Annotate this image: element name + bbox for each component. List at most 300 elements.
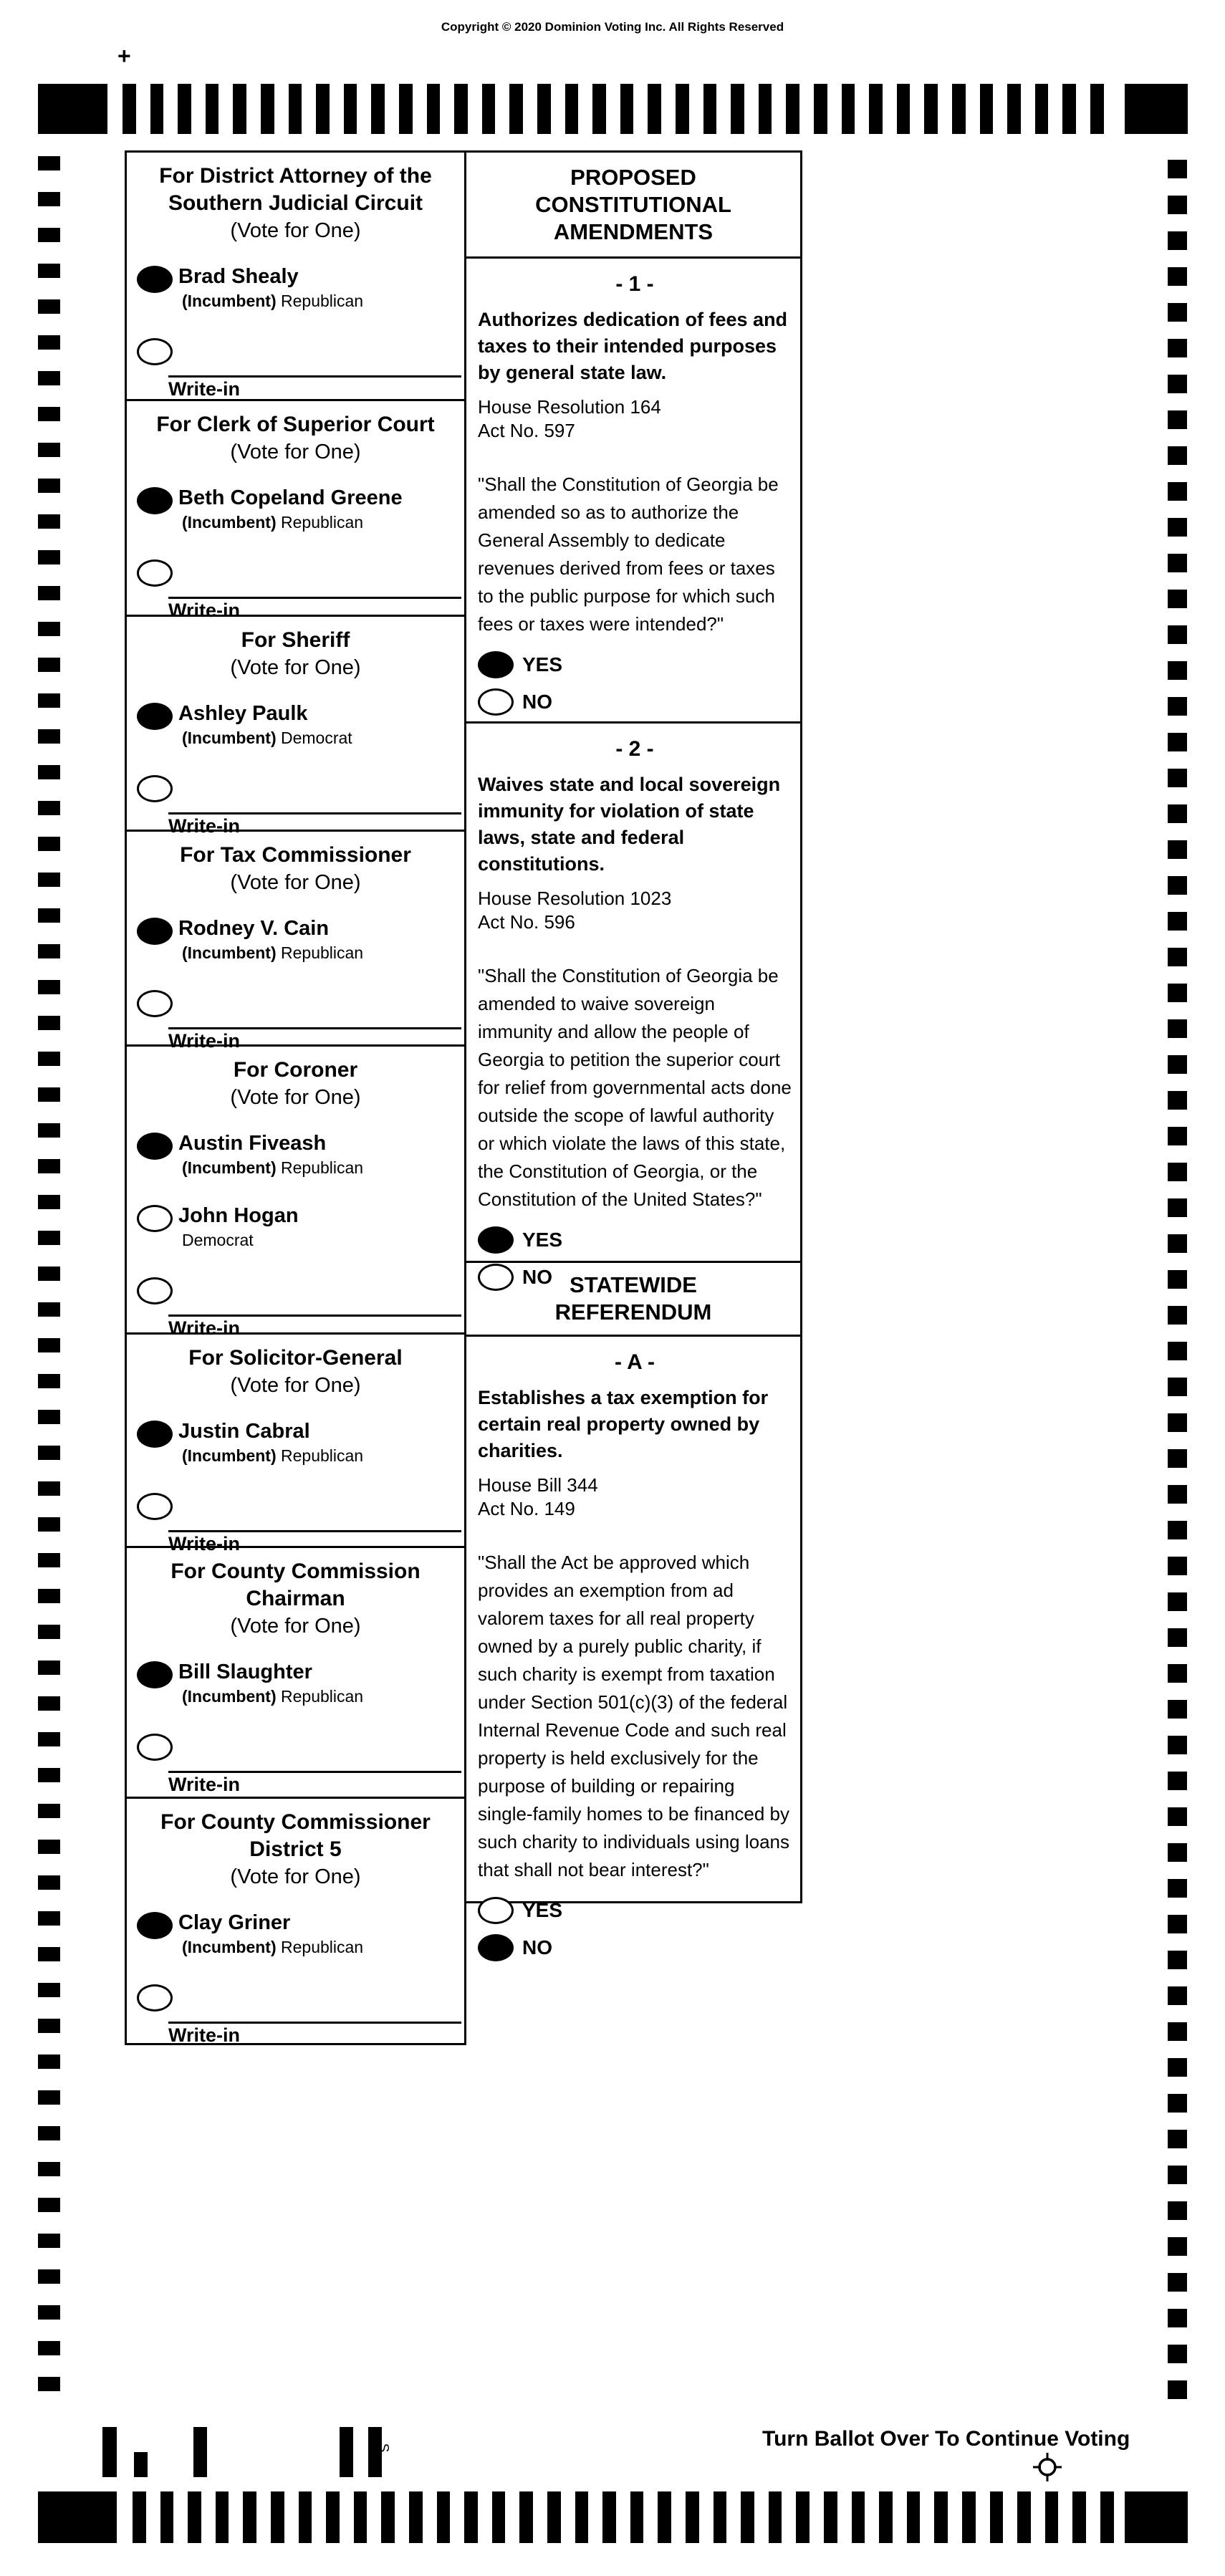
timing-mark bbox=[289, 84, 302, 134]
timing-mark bbox=[1168, 1879, 1187, 1898]
measure-question: "Shall the Constitution of Georgia be amended to waive sovereign immunity and allow the people of Georgia to petition the superior court for relief from governmental acts done outside the scope of lawful authority or which violate the laws of this state, the Constitution of Georgia, or the Constitution of the United States?" bbox=[478, 965, 792, 1210]
timing-mark bbox=[38, 1087, 60, 1102]
timing-mark bbox=[38, 2377, 60, 2391]
timing-mark bbox=[658, 2491, 671, 2543]
timing-mark bbox=[326, 2491, 340, 2543]
timing-mark-cap bbox=[1125, 2491, 1188, 2543]
timing-mark bbox=[38, 1481, 60, 1496]
timing-mark bbox=[38, 1875, 60, 1890]
candidate-name: Ashley Paulk bbox=[178, 702, 308, 725]
choice-row bbox=[478, 1226, 792, 1254]
timing-mark bbox=[1168, 840, 1187, 859]
timing-mark bbox=[38, 2234, 60, 2248]
timing-mark bbox=[1168, 160, 1187, 178]
timing-mark bbox=[38, 1768, 60, 1782]
barcode-bar bbox=[102, 2427, 117, 2477]
timing-mark bbox=[1168, 1449, 1187, 1468]
timing-mark bbox=[1168, 1772, 1187, 1790]
timing-mark bbox=[842, 84, 855, 134]
timing-mark bbox=[1168, 1915, 1187, 1933]
candidate-name: Beth Copeland Greene bbox=[178, 486, 403, 509]
timing-mark bbox=[1062, 84, 1076, 134]
timing-mark bbox=[482, 84, 496, 134]
contest-title: For Solicitor-General bbox=[188, 1346, 403, 1370]
contest-title: For Tax Commissioner bbox=[180, 843, 411, 867]
timing-mark bbox=[38, 1410, 60, 1424]
contest-title: For Clerk of Superior Court bbox=[156, 413, 435, 436]
measure-references: House Bill 344 Act No. 149 bbox=[478, 1474, 598, 1519]
timing-mark bbox=[38, 228, 60, 242]
timing-mark bbox=[1168, 1055, 1187, 1074]
write-in-oval[interactable] bbox=[137, 1277, 173, 1304]
timing-mark bbox=[509, 84, 523, 134]
barcode-bar bbox=[134, 2452, 148, 2477]
vote-for-instruction: (Vote for One) bbox=[230, 1865, 361, 1888]
timing-mark bbox=[1168, 1557, 1187, 1575]
timing-mark bbox=[188, 2491, 201, 2543]
timing-mark bbox=[879, 2491, 893, 2543]
timing-mark bbox=[1168, 410, 1187, 429]
write-in-label: Write-in bbox=[168, 815, 240, 837]
candidate-info bbox=[178, 703, 352, 746]
choice-label: YES bbox=[522, 1229, 563, 1251]
contest-for-district-attorney-of-the-southern-judicial-circuit bbox=[127, 150, 464, 399]
timing-mark bbox=[1168, 2345, 1187, 2363]
timing-mark bbox=[1168, 1091, 1187, 1110]
write-in-line[interactable] bbox=[168, 597, 461, 599]
timing-mark bbox=[160, 2491, 174, 2543]
timing-mark bbox=[575, 2491, 589, 2543]
contest-for-clerk-of-superior-court bbox=[127, 399, 464, 621]
timing-mark bbox=[38, 1374, 60, 1388]
timing-mark bbox=[759, 84, 772, 134]
contest-column bbox=[125, 150, 466, 2045]
timing-mark bbox=[703, 84, 717, 134]
choice-label: YES bbox=[522, 1899, 563, 1921]
write-in-line[interactable] bbox=[168, 1315, 461, 1317]
timing-mark bbox=[1168, 1807, 1187, 1826]
timing-mark bbox=[537, 84, 551, 134]
timing-mark bbox=[1168, 1700, 1187, 1719]
timing-mark bbox=[38, 192, 60, 206]
write-in-line[interactable] bbox=[168, 1027, 461, 1029]
timing-mark bbox=[38, 801, 60, 815]
timing-mark bbox=[38, 908, 60, 923]
timing-mark bbox=[1168, 1485, 1187, 1504]
candidate-name: Justin Cabral bbox=[178, 1420, 310, 1443]
timing-mark bbox=[38, 443, 60, 457]
timing-mark bbox=[316, 84, 330, 134]
timing-mark bbox=[990, 2491, 1004, 2543]
timing-mark bbox=[1035, 84, 1049, 134]
candidate-party: Democrat bbox=[182, 1231, 254, 1249]
timing-mark bbox=[38, 658, 60, 672]
timing-mark bbox=[38, 1517, 60, 1532]
timing-mark bbox=[1168, 590, 1187, 608]
timing-mark bbox=[1072, 2491, 1086, 2543]
measure-number: - 2 - bbox=[615, 737, 654, 761]
timing-mark bbox=[371, 84, 385, 134]
timing-mark bbox=[344, 84, 357, 134]
write-in-oval[interactable] bbox=[137, 338, 173, 365]
timing-mark bbox=[38, 1840, 60, 1854]
contest-for-sheriff bbox=[127, 615, 464, 837]
turn-ballot-over-text: Turn Ballot Over To Continue Voting bbox=[762, 2427, 1130, 2451]
write-in-row bbox=[137, 1734, 464, 1761]
timing-mark-cap bbox=[38, 2491, 117, 2543]
write-in-row bbox=[137, 1493, 464, 1520]
timing-mark bbox=[464, 2491, 478, 2543]
candidate-oval[interactable] bbox=[137, 1421, 173, 1448]
choice-row bbox=[478, 688, 792, 716]
timing-mark bbox=[676, 84, 689, 134]
timing-mark bbox=[852, 2491, 865, 2543]
timing-mark bbox=[38, 2269, 60, 2284]
timing-mark bbox=[38, 1911, 60, 1926]
candidate-row bbox=[137, 1661, 464, 1705]
timing-mark bbox=[897, 84, 911, 134]
vote-for-instruction: (Vote for One) bbox=[230, 219, 361, 242]
timing-mark bbox=[1168, 1628, 1187, 1647]
choice-row bbox=[478, 1934, 792, 1961]
timing-mark bbox=[38, 2054, 60, 2069]
timing-mark bbox=[1168, 2380, 1187, 2399]
timing-mark bbox=[1168, 231, 1187, 250]
yes-oval[interactable] bbox=[478, 1226, 514, 1254]
timing-mark bbox=[1168, 697, 1187, 716]
write-in-label: Write-in bbox=[168, 1317, 240, 1339]
plus-registration-mark: + bbox=[117, 43, 131, 69]
timing-mark bbox=[1168, 2166, 1187, 2184]
timing-mark bbox=[1168, 1521, 1187, 1539]
timing-mark bbox=[38, 1983, 60, 1997]
timing-mark bbox=[38, 2162, 60, 2176]
vote-for-instruction: (Vote for One) bbox=[230, 656, 361, 679]
timing-mark bbox=[38, 371, 60, 385]
candidate-party: (Incumbent) Republican bbox=[182, 1938, 364, 1956]
timing-mark bbox=[1168, 2273, 1187, 2292]
timing-mark bbox=[38, 586, 60, 600]
candidate-oval[interactable] bbox=[137, 266, 173, 293]
timing-mark bbox=[1168, 1378, 1187, 1396]
timing-mark bbox=[1168, 2022, 1187, 2041]
write-in-row bbox=[137, 775, 464, 802]
timing-mark bbox=[38, 1947, 60, 1961]
vote-for-instruction: (Vote for One) bbox=[230, 1086, 361, 1109]
timing-mark bbox=[38, 1267, 60, 1281]
timing-mark bbox=[38, 550, 60, 564]
timing-mark bbox=[519, 2491, 533, 2543]
contest-title: For District Attorney of the Southern Judicial Circuit bbox=[159, 164, 432, 215]
candidate-info bbox=[178, 487, 403, 531]
timing-mark bbox=[38, 980, 60, 994]
choice-label: NO bbox=[522, 691, 552, 713]
vote-for-instruction: (Vote for One) bbox=[230, 1374, 361, 1397]
timing-mark-cap bbox=[1125, 84, 1188, 134]
candidate-party: (Incumbent) Republican bbox=[182, 1158, 364, 1177]
choice-label: NO bbox=[522, 1266, 552, 1288]
timing-mark bbox=[1168, 196, 1187, 214]
write-in-line[interactable] bbox=[168, 375, 461, 378]
timing-mark bbox=[1168, 446, 1187, 465]
timing-mark bbox=[38, 1231, 60, 1245]
timing-mark bbox=[814, 84, 827, 134]
no-oval[interactable] bbox=[478, 1934, 514, 1961]
timing-mark bbox=[1168, 482, 1187, 501]
timing-mark bbox=[1007, 84, 1021, 134]
candidate-info bbox=[178, 1421, 363, 1464]
candidate-row bbox=[137, 487, 464, 531]
contest-title: For County Commissioner District 5 bbox=[160, 1810, 431, 1861]
timing-mark bbox=[38, 1302, 60, 1317]
timing-mark bbox=[1168, 2309, 1187, 2327]
candidate-oval[interactable] bbox=[137, 1912, 173, 1939]
timing-mark bbox=[1168, 1592, 1187, 1611]
timing-mark bbox=[731, 84, 744, 134]
timing-mark bbox=[1168, 1306, 1187, 1325]
no-oval[interactable] bbox=[478, 688, 514, 716]
measure-2 bbox=[466, 721, 800, 1288]
measure-number: - A - bbox=[614, 1350, 655, 1374]
timing-mark bbox=[492, 2491, 506, 2543]
choice-label: YES bbox=[522, 653, 563, 676]
candidate-party: (Incumbent) Republican bbox=[182, 943, 364, 962]
timing-mark bbox=[38, 2198, 60, 2212]
timing-mark bbox=[1168, 339, 1187, 357]
candidate-row bbox=[137, 1205, 464, 1249]
timing-mark bbox=[980, 84, 994, 134]
timing-mark bbox=[38, 765, 60, 779]
timing-mark bbox=[796, 2491, 810, 2543]
timing-mark bbox=[38, 693, 60, 708]
timing-mark bbox=[271, 2491, 284, 2543]
measure-question: "Shall the Constitution of Georgia be amended so as to authorize the General Assembly to dedicate revenues derived from fees or taxes to the public purpose for which such fees or taxes were intended?" bbox=[478, 474, 779, 635]
candidate-oval[interactable] bbox=[137, 487, 173, 514]
timing-mark bbox=[38, 407, 60, 421]
timing-mark bbox=[1100, 2491, 1114, 2543]
timing-mark bbox=[399, 84, 413, 134]
candidate-row bbox=[137, 918, 464, 961]
timing-mark bbox=[38, 622, 60, 636]
barcode-bar bbox=[340, 2427, 353, 2477]
timing-mark bbox=[454, 84, 468, 134]
timing-mark bbox=[38, 1338, 60, 1352]
timing-mark bbox=[1168, 1127, 1187, 1145]
timing-mark bbox=[620, 84, 634, 134]
section-header-proposed-constitutional-amendments: PROPOSED CONSTITUTIONAL AMENDMENTS bbox=[466, 150, 800, 256]
timing-mark bbox=[869, 84, 883, 134]
timing-mark-cap bbox=[38, 84, 107, 134]
timing-mark bbox=[565, 84, 579, 134]
choice-row bbox=[478, 651, 792, 678]
timing-mark bbox=[741, 2491, 754, 2543]
timing-mark bbox=[714, 2491, 727, 2543]
timing-mark bbox=[354, 2491, 368, 2543]
measure-number: - 1 - bbox=[615, 272, 654, 296]
write-in-line[interactable] bbox=[168, 1530, 461, 1532]
timing-mark bbox=[38, 1661, 60, 1675]
contest-title: For Coroner bbox=[233, 1058, 358, 1082]
timing-mark bbox=[216, 2491, 229, 2543]
timing-mark bbox=[1168, 1951, 1187, 1969]
candidate-row bbox=[137, 1912, 464, 1956]
timing-mark bbox=[38, 156, 60, 170]
timing-mark bbox=[38, 479, 60, 493]
timing-mark bbox=[206, 84, 219, 134]
write-in-label: Write-in bbox=[168, 1533, 240, 1554]
timing-mark bbox=[38, 2341, 60, 2355]
timing-mark bbox=[150, 84, 164, 134]
candidate-info bbox=[178, 1205, 299, 1249]
timing-mark bbox=[1168, 1198, 1187, 1217]
candidate-oval[interactable] bbox=[137, 1661, 173, 1688]
candidate-party: (Incumbent) Republican bbox=[182, 513, 364, 532]
measure-summary: Establishes a tax exemption for certain real property owned by charities. bbox=[478, 1387, 769, 1461]
timing-mark bbox=[38, 1016, 60, 1030]
candidate-oval[interactable] bbox=[137, 1205, 173, 1232]
timing-mark bbox=[934, 2491, 948, 2543]
candidate-oval[interactable] bbox=[137, 1133, 173, 1160]
timing-mark bbox=[1168, 1736, 1187, 1754]
timing-mark bbox=[686, 2491, 699, 2543]
timing-mark bbox=[1168, 1342, 1187, 1360]
timing-mark bbox=[592, 84, 606, 134]
timing-mark bbox=[38, 2126, 60, 2140]
candidate-row bbox=[137, 1133, 464, 1176]
contest-for-coroner bbox=[127, 1044, 464, 1339]
timing-mark bbox=[1045, 2491, 1059, 2543]
write-in-row bbox=[137, 1984, 464, 2012]
timing-mark bbox=[1168, 625, 1187, 644]
timing-mark bbox=[1168, 303, 1187, 322]
write-in-oval[interactable] bbox=[137, 1984, 173, 2012]
crosshair-registration-icon bbox=[1030, 2450, 1065, 2484]
timing-mark bbox=[38, 1123, 60, 1138]
timing-mark bbox=[38, 299, 60, 314]
candidate-party: (Incumbent) Republican bbox=[182, 1446, 364, 1465]
copyright-text: Copyright © 2020 Dominion Voting Inc. All Rights Reserved bbox=[441, 20, 784, 34]
candidate-oval[interactable] bbox=[137, 703, 173, 730]
timing-mark bbox=[261, 84, 274, 134]
timing-mark bbox=[178, 84, 191, 134]
write-in-line[interactable] bbox=[168, 2022, 461, 2024]
candidate-name: Austin Fiveash bbox=[178, 1132, 327, 1155]
write-in-oval[interactable] bbox=[137, 1734, 173, 1761]
timing-mark bbox=[1168, 2094, 1187, 2113]
timing-mark bbox=[1168, 1270, 1187, 1289]
timing-mark bbox=[1168, 661, 1187, 680]
candidate-oval[interactable] bbox=[137, 918, 173, 945]
timing-mark bbox=[38, 1696, 60, 1711]
candidate-name: Clay Griner bbox=[178, 1911, 291, 1934]
yes-oval[interactable] bbox=[478, 1897, 514, 1924]
timing-mark bbox=[1168, 1986, 1187, 2005]
timing-mark bbox=[1168, 2058, 1187, 2077]
timing-mark bbox=[38, 1195, 60, 1209]
measure-references: House Resolution 1023 Act No. 596 bbox=[478, 888, 672, 933]
timing-mark bbox=[38, 2090, 60, 2105]
timing-mark bbox=[1168, 375, 1187, 393]
candidate-info bbox=[178, 918, 363, 961]
timing-mark bbox=[1168, 769, 1187, 787]
choice-label: NO bbox=[522, 1936, 552, 1959]
write-in-oval[interactable] bbox=[137, 775, 173, 802]
timing-mark bbox=[38, 944, 60, 958]
timing-mark bbox=[381, 2491, 395, 2543]
timing-mark bbox=[1168, 2201, 1187, 2220]
timing-mark bbox=[547, 2491, 561, 2543]
timing-mark bbox=[924, 84, 938, 134]
timing-mark bbox=[602, 2491, 616, 2543]
candidate-row bbox=[137, 1421, 464, 1464]
vote-for-instruction: (Vote for One) bbox=[230, 1615, 361, 1638]
candidate-row bbox=[137, 703, 464, 746]
measure-references: House Resolution 164 Act No. 597 bbox=[478, 396, 661, 441]
timing-mark bbox=[38, 335, 60, 350]
timing-mark bbox=[1017, 2491, 1031, 2543]
ballot-style-mark: S bbox=[375, 2443, 391, 2453]
contest-title: For Sheriff bbox=[241, 628, 350, 652]
timing-mark bbox=[1168, 518, 1187, 537]
write-in-oval[interactable] bbox=[137, 1493, 173, 1520]
timing-mark bbox=[38, 264, 60, 278]
timing-mark bbox=[1168, 554, 1187, 572]
timing-mark bbox=[1168, 1843, 1187, 1862]
write-in-label: Write-in bbox=[168, 1774, 240, 1795]
write-in-label: Write-in bbox=[168, 600, 240, 621]
timing-mark bbox=[437, 2491, 451, 2543]
candidate-info bbox=[178, 1912, 363, 1956]
measure-1 bbox=[466, 256, 800, 721]
contest-for-solicitor-general bbox=[127, 1332, 464, 1554]
timing-mark bbox=[1168, 2237, 1187, 2256]
timing-mark bbox=[962, 2491, 976, 2543]
timing-mark bbox=[1168, 267, 1187, 286]
timing-mark bbox=[38, 2305, 60, 2320]
timing-mark bbox=[648, 84, 661, 134]
write-in-oval[interactable] bbox=[137, 990, 173, 1017]
timing-mark bbox=[1168, 733, 1187, 751]
measures-column bbox=[464, 150, 802, 1959]
barcode-bar bbox=[193, 2427, 207, 2477]
candidate-name: Bill Slaughter bbox=[178, 1661, 312, 1683]
timing-mark bbox=[38, 2019, 60, 2033]
candidate-name: Rodney V. Cain bbox=[178, 917, 330, 940]
write-in-oval[interactable] bbox=[137, 559, 173, 587]
timing-mark bbox=[38, 837, 60, 851]
write-in-label: Write-in bbox=[168, 2024, 240, 2046]
timing-mark bbox=[38, 1159, 60, 1173]
timing-mark bbox=[1168, 912, 1187, 931]
timing-mark bbox=[1168, 1413, 1187, 1432]
candidate-name: Brad Shealy bbox=[178, 265, 299, 288]
timing-mark bbox=[1168, 1664, 1187, 1683]
write-in-row bbox=[137, 1277, 464, 1304]
measure-a bbox=[466, 1335, 800, 1959]
timing-mark bbox=[427, 84, 441, 134]
timing-mark bbox=[907, 2491, 921, 2543]
write-in-line[interactable] bbox=[168, 1771, 461, 1773]
timing-mark bbox=[1168, 2130, 1187, 2148]
yes-oval[interactable] bbox=[478, 651, 514, 678]
timing-mark bbox=[233, 84, 246, 134]
timing-mark bbox=[38, 1052, 60, 1066]
timing-mark bbox=[38, 1553, 60, 1567]
timing-mark bbox=[409, 2491, 423, 2543]
write-in-line[interactable] bbox=[168, 812, 461, 814]
timing-mark bbox=[769, 2491, 782, 2543]
timing-mark bbox=[38, 1732, 60, 1746]
